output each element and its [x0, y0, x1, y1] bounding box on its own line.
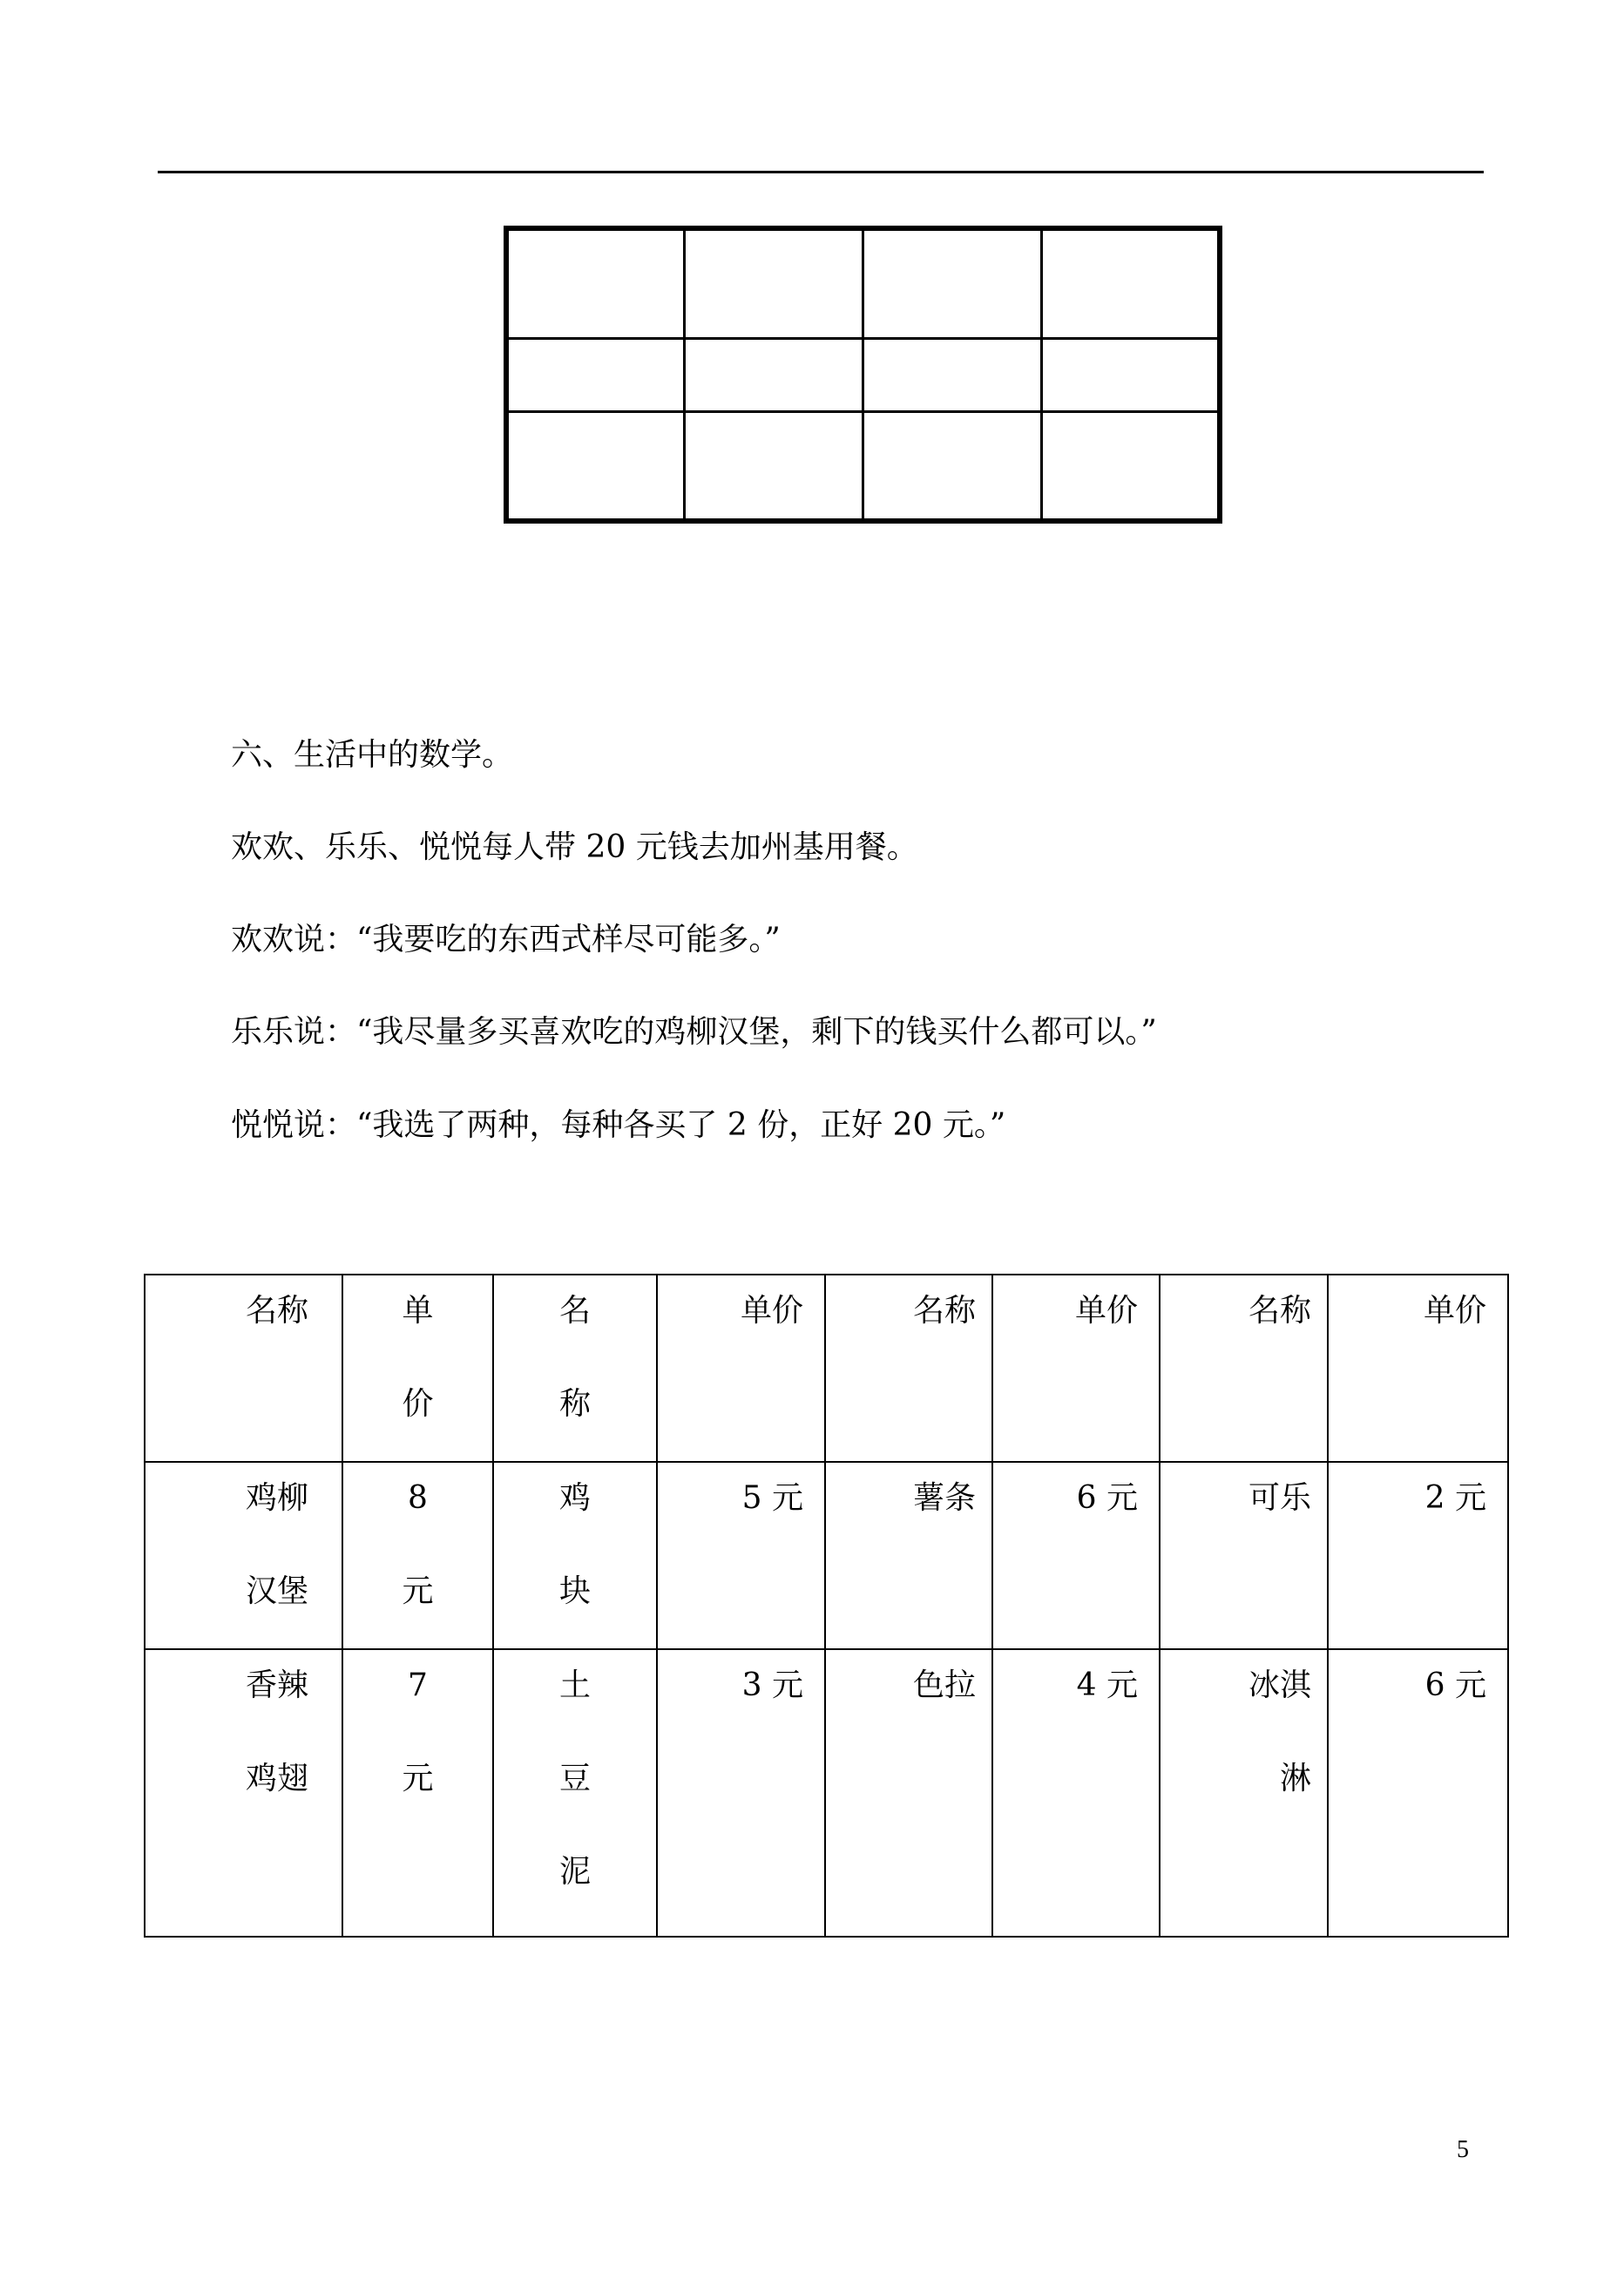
cell-text [494, 1264, 656, 1451]
cell-line: 名 [558, 1293, 591, 1329]
menu-cell [342, 1462, 493, 1649]
cell-line: 豆 [558, 1761, 591, 1796]
cell-line: 6 元 [1076, 1480, 1138, 1516]
cell-text [1160, 1639, 1311, 1825]
top-rule [158, 171, 1484, 173]
cell-line: 元 [402, 1761, 434, 1796]
cell-line: 5 元 [741, 1480, 803, 1516]
cell-line: 薯条 [912, 1480, 976, 1516]
cell-text [145, 1264, 308, 1357]
cell-text [1329, 1639, 1486, 1732]
menu-header-cell [493, 1275, 657, 1462]
cell-text [993, 1639, 1138, 1732]
menu-cell [657, 1462, 825, 1649]
cell-text [1160, 1264, 1311, 1357]
cell-text [993, 1451, 1138, 1545]
menu-header-cell [825, 1275, 992, 1462]
section-heading: 六、生活中的数学。 [231, 737, 514, 773]
menu-cell [657, 1649, 825, 1937]
cell-line: 土 [558, 1667, 591, 1703]
grid-cell [685, 411, 863, 521]
cell-text [145, 1451, 308, 1638]
menu-header-row [145, 1275, 1508, 1462]
menu-cell [493, 1649, 657, 1937]
grid-row [506, 338, 1220, 411]
cell-line: 名称 [245, 1293, 308, 1329]
cell-line: 3 元 [741, 1667, 803, 1703]
cell-text [826, 1451, 976, 1545]
quote-lele: 乐乐说：“我尽量多买喜欢吃的鸡柳汉堡，剩下的钱买什么都可以。” [231, 1014, 1157, 1050]
cell-line: 4 元 [1076, 1667, 1138, 1703]
cell-text [343, 1451, 492, 1638]
grid-cell [685, 228, 863, 338]
cell-line: 鸡翅 [245, 1761, 308, 1796]
cell-text [494, 1639, 656, 1918]
cell-line: 元 [402, 1573, 434, 1609]
cell-line: 块 [558, 1573, 591, 1609]
menu-row [145, 1462, 1508, 1649]
menu-price-table [144, 1274, 1509, 1938]
menu-header-cell [342, 1275, 493, 1462]
grid-cell [506, 411, 685, 521]
quote-yueyue: 悦悦说：“我选了两种，每种各买了 2 份，正好 20 元。” [231, 1107, 1006, 1143]
grid-cell [863, 228, 1042, 338]
menu-cell [1160, 1462, 1328, 1649]
grid-cell [863, 338, 1042, 411]
cell-line: 名称 [1248, 1293, 1311, 1329]
grid-cell [685, 338, 863, 411]
grid-cell [506, 338, 685, 411]
menu-cell [825, 1462, 992, 1649]
cell-line: 泥 [558, 1854, 591, 1890]
cell-line: 2 元 [1424, 1480, 1486, 1516]
cell-text [658, 1639, 803, 1732]
cell-line: 色拉 [912, 1667, 976, 1703]
cell-line: 鸡柳 [245, 1480, 308, 1516]
menu-header-cell [1160, 1275, 1328, 1462]
problem-intro: 欢欢、乐乐、悦悦每人带 20 元钱去加州基用餐。 [231, 829, 918, 865]
cell-text [658, 1451, 803, 1545]
cell-line: 6 元 [1424, 1667, 1486, 1703]
cell-line: 称 [558, 1386, 591, 1422]
cell-text [826, 1639, 976, 1732]
menu-cell [992, 1462, 1160, 1649]
menu-cell [1328, 1462, 1508, 1649]
menu-cell [825, 1649, 992, 1937]
cell-line: 单价 [1074, 1293, 1138, 1329]
cell-text [826, 1264, 976, 1357]
grid-row [506, 411, 1220, 521]
cell-line: 单价 [740, 1293, 803, 1329]
cell-line: 7 [408, 1667, 428, 1703]
grid-cell [1041, 411, 1220, 521]
cell-line: 8 [408, 1480, 428, 1516]
menu-header-cell [992, 1275, 1160, 1462]
cell-text [145, 1639, 308, 1825]
cell-text [993, 1264, 1138, 1357]
cell-text [658, 1264, 803, 1357]
cell-line: 汉堡 [245, 1573, 308, 1609]
menu-cell [145, 1649, 342, 1937]
cell-text [343, 1639, 492, 1825]
cell-text [343, 1264, 492, 1451]
page-number: 5 [1457, 2136, 1469, 2163]
grid-cell [863, 411, 1042, 521]
menu-header-cell [145, 1275, 342, 1462]
menu-cell [493, 1462, 657, 1649]
cell-line: 鸡 [558, 1480, 591, 1516]
grid-cell [1041, 338, 1220, 411]
cell-line: 可乐 [1248, 1480, 1311, 1516]
menu-header-cell [657, 1275, 825, 1462]
menu-cell [145, 1462, 342, 1649]
cell-line: 单价 [1423, 1293, 1486, 1329]
cell-line: 价 [402, 1386, 434, 1422]
cell-line: 单 [402, 1293, 434, 1329]
menu-header-cell [1328, 1275, 1508, 1462]
menu-cell [1328, 1649, 1508, 1937]
quote-huanhuan: 欢欢说：“我要吃的东西式样尽可能多。” [231, 922, 781, 957]
menu-cell [342, 1649, 493, 1937]
menu-cell [1160, 1649, 1328, 1937]
cell-line: 香辣 [245, 1667, 308, 1703]
cell-line: 冰淇 [1248, 1667, 1311, 1703]
blank-grid-table [504, 226, 1222, 524]
cell-text [1160, 1451, 1311, 1545]
grid-cell [506, 228, 685, 338]
grid-row [506, 228, 1220, 338]
cell-line: 名称 [912, 1293, 976, 1329]
grid-cell [1041, 228, 1220, 338]
menu-row [145, 1649, 1508, 1937]
menu-cell [992, 1649, 1160, 1937]
cell-text [1329, 1451, 1486, 1545]
cell-text [1329, 1264, 1486, 1357]
cell-text [494, 1451, 656, 1638]
cell-line: 淋 [1279, 1761, 1311, 1796]
